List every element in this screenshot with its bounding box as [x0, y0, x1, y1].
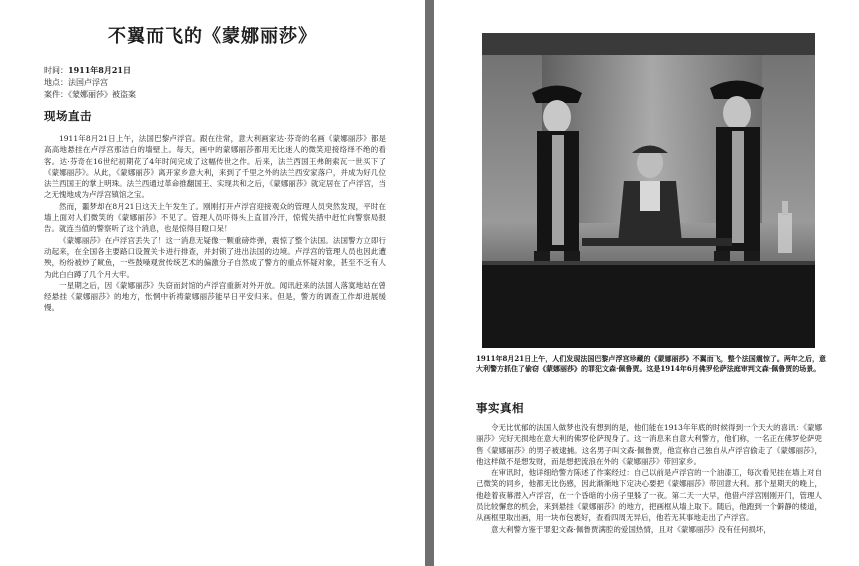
courtroom-photo [482, 33, 815, 348]
paragraph: 意大利警方鉴于罪犯文森·佩鲁贾满腔的爱国热情，且对《蒙娜丽莎》没有任何损坏， [491, 524, 771, 534]
photo-caption: 1911年8月21日上午，人们发现法国巴黎卢浮宫珍藏的《蒙娜丽莎》不翼而飞，整个法国震惊了。两年之后，意大利警方抓住了偷窃《蒙娜丽莎》的罪犯文森·佩鲁贾。这是1914年6月佛罗伦萨法庭审判文森·佩鲁贾的场景。 [476, 354, 826, 373]
meta-case-value: 《蒙娜丽莎》被盗案 [68, 90, 136, 99]
meta-time [44, 64, 136, 77]
meta-place [44, 77, 136, 89]
case-meta [44, 64, 136, 101]
courtroom-photo-illustration [482, 33, 815, 348]
meta-case [44, 89, 136, 101]
scene-body [44, 133, 386, 314]
paragraph: 令无比忧郁的法国人做梦也没有想到的是，他们能在1913年年底的时候得到一个天大的喜讯：《蒙娜丽莎》完好无损地在意大利的佛罗伦萨现身了。这一消息来自意大利警方，他们称，一名正在佛罗伦萨兜售《蒙娜丽莎》的男子被逮捕。这名男子叫文森·佩鲁贾，他宣称自己独自从卢浮宫偷走了《蒙娜丽莎》，他这样做不是想发财，而是想把流浪在外的《蒙娜丽莎》带回家乡。 [476, 423, 822, 466]
paragraph: 1911年8月21日上午，法国巴黎卢浮宫。跟在往常，意大利画家达·芬奇的名画《蒙娜丽莎》都是高高地悬挂在卢浮宫那洁白的墙壁上。每天，画中的蒙娜丽莎都用无比迷人的微笑迎接络绎不绝的看客。达·芬奇在16世纪初期花了4年时间完成了这幅传世之作。后来，法兰西国王弗朗索瓦一世买下了《蒙娜丽莎》。从此，《蒙娜丽莎》离开家乡意大利，来到了千里之外的法兰西安家落户，并成为好几位法兰西国王的掌上明珠。法兰西通过革命推翻国王、实现共和之后，《蒙娜丽莎》就定居在了卢浮宫，当之无愧地成为卢浮宫镇馆之宝。 [44, 134, 386, 200]
section-heading-scene: 现场直击 [44, 109, 92, 123]
meta-time-label: 时间： [44, 66, 68, 75]
meta-place-label: 地点： [44, 78, 68, 87]
facts-body [476, 422, 822, 535]
meta-case-label: 案件： [44, 90, 68, 99]
right-page [434, 0, 859, 566]
section-heading-facts: 事实真相 [476, 401, 524, 415]
meta-time-value: 1911年8月21日 [68, 65, 131, 75]
left-page [0, 0, 425, 566]
paragraph: 《蒙娜丽莎》在卢浮宫丢失了！这一消息无疑像一颗重磅炸弹，震惊了整个法国。法国警方立即行动起来，在全国各主要路口设置关卡进行排查，并封锁了进出法国的边境。卢浮宫的管理人员也因此遭殃，纷纷被炒了鱿鱼，一些鼓噪观赏传统艺术的偏激分子自然成了警方的重点怀疑对象，甚至不乏有人为此白白蹲了几个月大牢。 [44, 235, 386, 279]
meta-place-value: 法国卢浮宫 [68, 78, 108, 87]
paragraph: 一星期之后，因《蒙娜丽莎》失窃而封馆的卢浮宫重新对外开放。闻讯赶来的法国人落寞地站在曾经悬挂《蒙娜丽莎》的地方，怅惘中祈祷蒙娜丽莎能早日平安归来。但是，警方的调查工作却进展缓慢。 [44, 280, 386, 313]
article-title: 不翼而飞的《蒙娜丽莎》 [108, 26, 317, 47]
paragraph: 在审讯时，他详细给警方陈述了作案经过：自己以前是卢浮宫的一个油漆工，每次看见挂在墙上对自己微笑的同乡，他都无比伤感，因此渐渐地下定决心要把《蒙娜丽莎》带回意大利。那个星期天的晚上，他趁着夜幕潜入卢浮宫，在一个昏暗的小房子里躲了一夜。第二天一大早，他借卢浮宫刚刚开门，管理人员比较懈怠的机会，来到悬挂《蒙娜丽莎》的地方，把画框从墙上取下。随后，他跑到一个僻静的楼道，从画框里取出画，用一块布包裹好，查看四周无异后，他若无其事地走出了卢浮宫。 [476, 468, 822, 523]
paragraph: 然而，噩梦却在8月21日这天上午发生了。刚刚打开卢浮宫迎接观众的管理人员突然发现，平时在墙上面对人们微笑的《蒙娜丽莎》不见了。管理人员吓得头上直冒冷汗，惊慌失措中赶忙向警察局报告。就连当值的警察听了这个消息，也是惊得目瞪口呆！ [44, 201, 386, 234]
